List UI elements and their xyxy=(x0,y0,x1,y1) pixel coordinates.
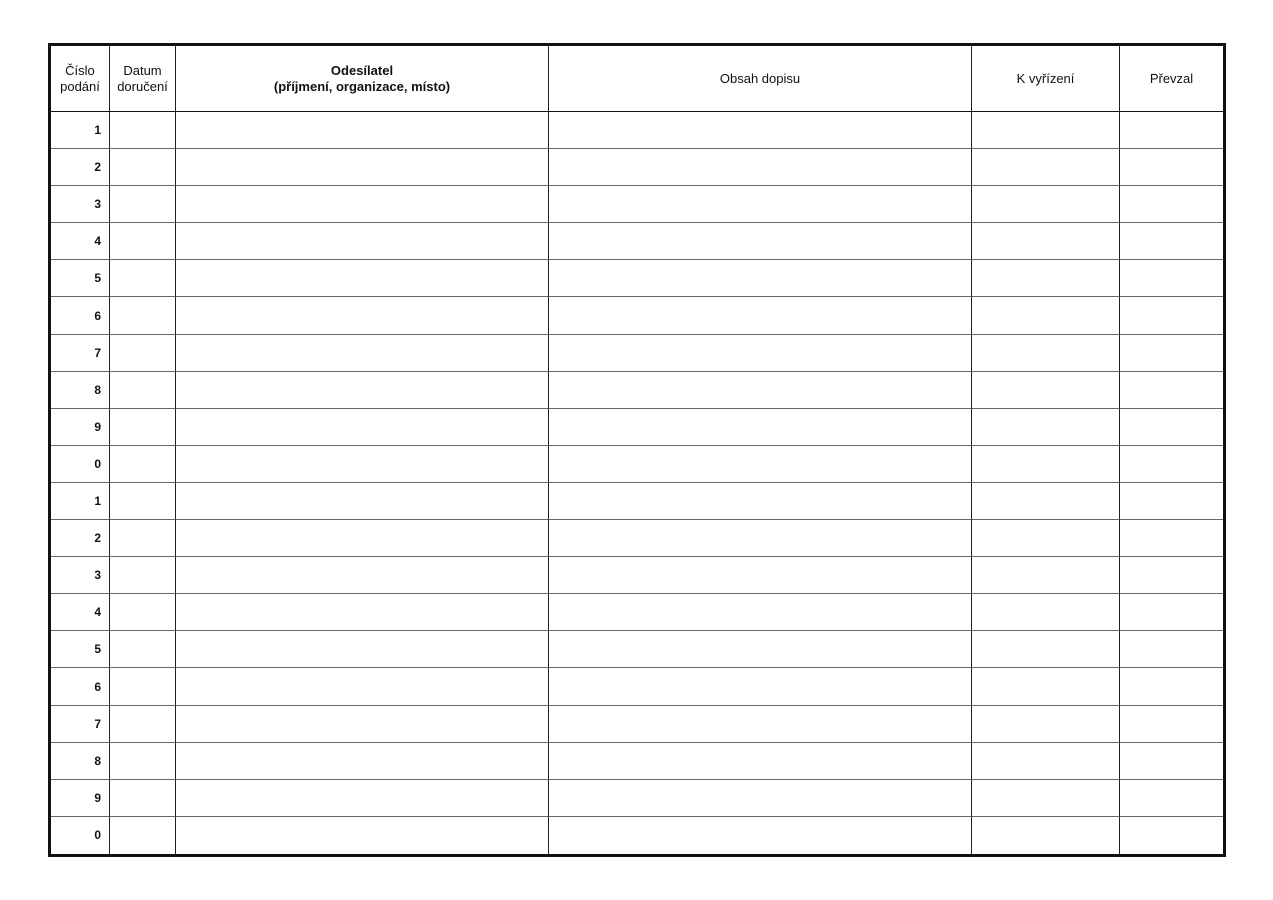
cell-datum[interactable] xyxy=(110,149,176,186)
cell-odesilatel[interactable] xyxy=(176,743,549,780)
header-cislo-line1: Číslo xyxy=(65,62,95,78)
row-number: 4 xyxy=(51,223,110,260)
cell-vyrizeni[interactable] xyxy=(972,557,1120,594)
cell-datum[interactable] xyxy=(110,483,176,520)
cell-datum[interactable] xyxy=(110,557,176,594)
cell-obsah[interactable] xyxy=(549,186,972,223)
row-number: 5 xyxy=(51,260,110,297)
cell-prevzal[interactable] xyxy=(1120,483,1223,520)
cell-obsah[interactable] xyxy=(549,817,972,854)
cell-odesilatel[interactable] xyxy=(176,260,549,297)
header-obsah-dopisu: Obsah dopisu xyxy=(549,46,972,112)
cell-odesilatel[interactable] xyxy=(176,706,549,743)
row-number: 3 xyxy=(51,186,110,223)
cell-obsah[interactable] xyxy=(549,706,972,743)
cell-vyrizeni[interactable] xyxy=(972,149,1120,186)
cell-odesilatel[interactable] xyxy=(176,335,549,372)
cell-obsah[interactable] xyxy=(549,483,972,520)
cell-odesilatel[interactable] xyxy=(176,594,549,631)
cell-odesilatel[interactable] xyxy=(176,223,549,260)
cell-datum[interactable] xyxy=(110,706,176,743)
cell-datum[interactable] xyxy=(110,594,176,631)
cell-odesilatel[interactable] xyxy=(176,186,549,223)
header-cislo-podani xyxy=(51,46,110,112)
cell-odesilatel[interactable] xyxy=(176,557,549,594)
row-number: 8 xyxy=(51,372,110,409)
cell-obsah[interactable] xyxy=(549,520,972,557)
cell-obsah[interactable] xyxy=(549,297,972,334)
header-datum-line2: doručení xyxy=(117,78,168,94)
cell-datum[interactable] xyxy=(110,668,176,705)
cell-prevzal[interactable] xyxy=(1120,372,1223,409)
cell-prevzal[interactable] xyxy=(1120,223,1223,260)
cell-odesilatel[interactable] xyxy=(176,297,549,334)
cell-odesilatel[interactable] xyxy=(176,483,549,520)
cell-prevzal[interactable] xyxy=(1120,446,1223,483)
cell-datum[interactable] xyxy=(110,780,176,817)
row-number: 9 xyxy=(51,780,110,817)
cell-odesilatel[interactable] xyxy=(176,149,549,186)
cell-obsah[interactable] xyxy=(549,409,972,446)
row-number: 8 xyxy=(51,743,110,780)
header-cislo-line2: podání xyxy=(60,78,100,94)
cell-datum[interactable] xyxy=(110,372,176,409)
cell-obsah[interactable] xyxy=(549,631,972,668)
cell-vyrizeni[interactable] xyxy=(972,817,1120,854)
header-odesilatel-line1: Odesílatel xyxy=(330,62,394,78)
cell-datum[interactable] xyxy=(110,631,176,668)
header-odesilatel xyxy=(176,46,549,112)
cell-obsah[interactable] xyxy=(549,780,972,817)
cell-datum[interactable] xyxy=(110,297,176,334)
cell-vyrizeni[interactable] xyxy=(972,260,1120,297)
cell-prevzal[interactable] xyxy=(1120,149,1223,186)
cell-datum[interactable] xyxy=(110,446,176,483)
row-number: 7 xyxy=(51,335,110,372)
header-datum-line1: Datum xyxy=(123,62,162,78)
row-number: 9 xyxy=(51,409,110,446)
cell-prevzal[interactable] xyxy=(1120,743,1223,780)
header-odesilatel-line2: (příjmení, organizace, místo) xyxy=(273,78,451,94)
cell-prevzal[interactable] xyxy=(1120,706,1223,743)
cell-vyrizeni[interactable] xyxy=(972,409,1120,446)
cell-vyrizeni[interactable] xyxy=(972,112,1120,149)
cell-obsah[interactable] xyxy=(549,335,972,372)
cell-vyrizeni[interactable] xyxy=(972,594,1120,631)
cell-datum[interactable] xyxy=(110,260,176,297)
header-datum-doruceni xyxy=(110,46,176,112)
cell-obsah[interactable] xyxy=(549,149,972,186)
cell-datum[interactable] xyxy=(110,409,176,446)
cell-vyrizeni[interactable] xyxy=(972,706,1120,743)
cell-prevzal[interactable] xyxy=(1120,780,1223,817)
cell-datum[interactable] xyxy=(110,335,176,372)
row-number: 6 xyxy=(51,668,110,705)
cell-prevzal[interactable] xyxy=(1120,409,1223,446)
cell-vyrizeni[interactable] xyxy=(972,335,1120,372)
cell-prevzal[interactable] xyxy=(1120,631,1223,668)
cell-odesilatel[interactable] xyxy=(176,112,549,149)
row-number: 7 xyxy=(51,706,110,743)
cell-obsah[interactable] xyxy=(549,557,972,594)
cell-obsah[interactable] xyxy=(549,223,972,260)
cell-vyrizeni[interactable] xyxy=(972,520,1120,557)
cell-vyrizeni[interactable] xyxy=(972,668,1120,705)
row-number: 6 xyxy=(51,297,110,334)
cell-prevzal[interactable] xyxy=(1120,594,1223,631)
cell-vyrizeni[interactable] xyxy=(972,780,1120,817)
cell-vyrizeni[interactable] xyxy=(972,743,1120,780)
cell-obsah[interactable] xyxy=(549,112,972,149)
cell-vyrizeni[interactable] xyxy=(972,186,1120,223)
cell-vyrizeni[interactable] xyxy=(972,372,1120,409)
row-number: 4 xyxy=(51,594,110,631)
header-k-vyrizeni: K vyřízení xyxy=(972,46,1120,112)
mail-register-table xyxy=(48,43,1226,857)
cell-odesilatel[interactable] xyxy=(176,409,549,446)
cell-datum[interactable] xyxy=(110,186,176,223)
cell-prevzal[interactable] xyxy=(1120,817,1223,854)
cell-prevzal[interactable] xyxy=(1120,297,1223,334)
header-prevzal: Převzal xyxy=(1120,46,1223,112)
cell-obsah[interactable] xyxy=(549,743,972,780)
cell-datum[interactable] xyxy=(110,520,176,557)
cell-obsah[interactable] xyxy=(549,372,972,409)
cell-odesilatel[interactable] xyxy=(176,817,549,854)
row-number: 0 xyxy=(51,446,110,483)
cell-obsah[interactable] xyxy=(549,594,972,631)
cell-vyrizeni[interactable] xyxy=(972,483,1120,520)
cell-prevzal[interactable] xyxy=(1120,335,1223,372)
cell-prevzal[interactable] xyxy=(1120,186,1223,223)
cell-odesilatel[interactable] xyxy=(176,780,549,817)
cell-vyrizeni[interactable] xyxy=(972,297,1120,334)
row-number: 5 xyxy=(51,631,110,668)
cell-odesilatel[interactable] xyxy=(176,668,549,705)
cell-odesilatel[interactable] xyxy=(176,520,549,557)
cell-vyrizeni[interactable] xyxy=(972,446,1120,483)
row-number: 0 xyxy=(51,817,110,854)
cell-prevzal[interactable] xyxy=(1120,260,1223,297)
cell-prevzal[interactable] xyxy=(1120,112,1223,149)
cell-prevzal[interactable] xyxy=(1120,520,1223,557)
cell-odesilatel[interactable] xyxy=(176,372,549,409)
row-number: 2 xyxy=(51,520,110,557)
row-number: 1 xyxy=(51,483,110,520)
row-number: 1 xyxy=(51,112,110,149)
cell-datum[interactable] xyxy=(110,223,176,260)
row-number: 3 xyxy=(51,557,110,594)
cell-odesilatel[interactable] xyxy=(176,631,549,668)
cell-datum[interactable] xyxy=(110,743,176,780)
cell-odesilatel[interactable] xyxy=(176,446,549,483)
cell-obsah[interactable] xyxy=(549,668,972,705)
cell-obsah[interactable] xyxy=(549,446,972,483)
cell-vyrizeni[interactable] xyxy=(972,631,1120,668)
row-number: 2 xyxy=(51,149,110,186)
cell-datum[interactable] xyxy=(110,817,176,854)
cell-obsah[interactable] xyxy=(549,260,972,297)
cell-vyrizeni[interactable] xyxy=(972,223,1120,260)
cell-datum[interactable] xyxy=(110,112,176,149)
cell-prevzal[interactable] xyxy=(1120,557,1223,594)
cell-prevzal[interactable] xyxy=(1120,668,1223,705)
